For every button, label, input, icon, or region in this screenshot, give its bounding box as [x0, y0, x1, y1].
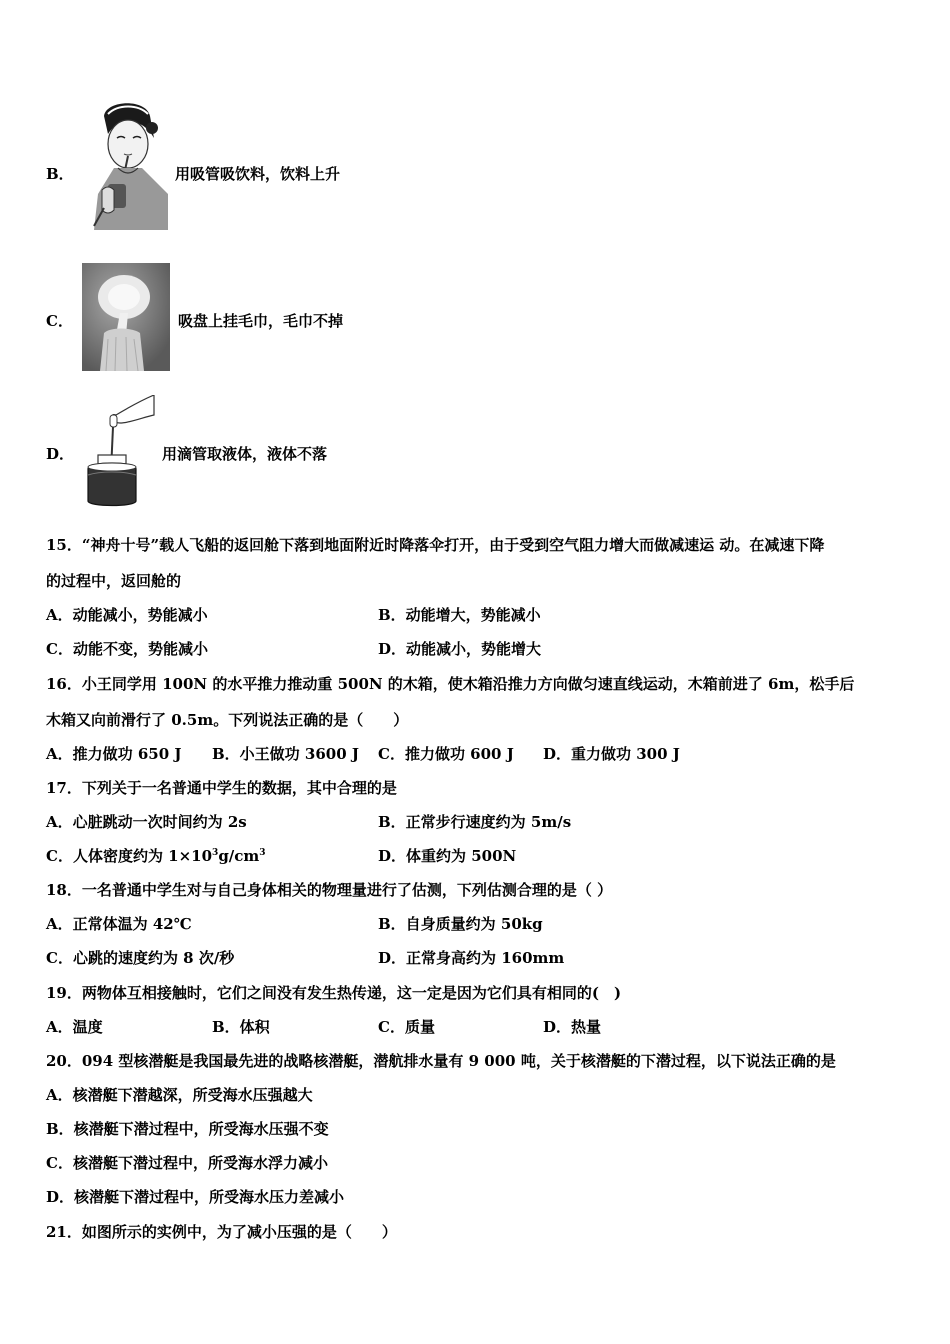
q16-stem-line1: 16．小王同学用 100N 的水平推力推动重 500N 的木箱，使木箱沿推力方向做匀速直线运动，木箱前进了 6m，松手后 — [46, 675, 855, 693]
q15-option-a: A．动能减小，势能减小 — [46, 606, 208, 624]
q18-option-d: D．正常身高约为 160mm — [378, 949, 565, 967]
q17-option-d: D．体重约为 500N — [378, 847, 517, 865]
suction-cup-illustration — [82, 263, 170, 371]
q20-option-b: B．核潜艇下潜过程中，所受海水压强不变 — [46, 1120, 329, 1138]
option-c-text: 吸盘上挂毛巾，毛巾不掉 — [178, 312, 344, 330]
dropper-in-bottle-image — [80, 395, 156, 509]
q17-option-c-exponent-1: 3 — [212, 848, 219, 858]
q17-stem: 17．下列关于一名普通中学生的数据，其中合理的是 — [46, 779, 397, 797]
q15-option-c: C．动能不变，势能减小 — [46, 640, 208, 658]
q17-option-c-exponent-2: 3 — [259, 848, 266, 858]
q17-option-c — [46, 847, 266, 865]
q16-option-b: B．小王做功 3600 J — [212, 745, 359, 763]
q20-stem: 20．094 型核潜艇是我国最先进的战略核潜艇，潜航排水量有 9 000 吨，关于核潜艇的下潜过程，以下说法正确的是 — [46, 1052, 836, 1070]
q16-option-c: C．推力做功 600 J — [378, 745, 514, 763]
option-d-text: 用滴管取液体，液体不落 — [162, 445, 328, 463]
q18-option-b: B．自身质量约为 50kg — [378, 915, 543, 933]
q19-option-d: D．热量 — [543, 1018, 602, 1036]
q20-option-c: C．核潜艇下潜过程中，所受海水浮力减小 — [46, 1154, 328, 1172]
girl-drinking-with-straw-image — [84, 98, 170, 230]
q19-option-b: B．体积 — [212, 1018, 270, 1036]
q15-option-d: D．动能减小，势能增大 — [378, 640, 542, 658]
q17-option-c-base: C．人体密度约为 1×10 — [46, 847, 213, 865]
q17-option-a: A．心脏跳动一次时间约为 2s — [46, 813, 247, 831]
q17-option-b: B．正常步行速度约为 5m/s — [378, 813, 572, 831]
option-c-letter: C． — [46, 312, 73, 330]
q17-option-c-unit: g/cm — [218, 847, 260, 865]
q16-option-a: A．推力做功 650 J — [46, 745, 182, 763]
dropper-illustration — [80, 395, 156, 509]
q16-option-d: D．重力做功 300 J — [543, 745, 680, 763]
q20-option-a: A．核潜艇下潜越深，所受海水压强越大 — [46, 1086, 313, 1104]
girl-drinking-illustration — [84, 98, 170, 230]
q18-option-a: A．正常体温为 42℃ — [46, 915, 192, 933]
q19-stem: 19．两物体互相接触时，它们之间没有发生热传递，这一定是因为它们具有相同的( ) — [46, 984, 622, 1002]
suction-cup-with-towel-image — [82, 263, 170, 371]
q20-option-d: D．核潜艇下潜过程中，所受海水压力差减小 — [46, 1188, 345, 1206]
q15-stem-line2: 的过程中，返回舱的 — [46, 572, 182, 590]
q18-stem: 18．一名普通中学生对与自己身体相关的物理量进行了估测，下列估测合理的是（ ） — [46, 881, 613, 899]
q15-option-b: B．动能增大，势能减小 — [378, 606, 541, 624]
option-d-letter: D． — [46, 445, 75, 463]
q15-stem-line1: 15．“神舟十号”载人飞船的返回舱下落到地面附近时降落伞打开，由于受到空气阻力增大而做减速运 动。在减速下降 — [46, 536, 825, 554]
option-b-text: 用吸管吸饮料，饮料上升 — [175, 165, 341, 183]
q19-option-a: A．温度 — [46, 1018, 103, 1036]
option-b-letter: B． — [46, 165, 74, 183]
q16-stem-line2: 木箱又向前滑行了 0.5m。下列说法正确的是（ ） — [46, 711, 409, 729]
q18-option-c: C．心跳的速度约为 8 次/秒 — [46, 949, 235, 967]
q21-stem: 21．如图所示的实例中，为了减小压强的是（ ） — [46, 1223, 397, 1241]
q19-option-c: C．质量 — [378, 1018, 435, 1036]
